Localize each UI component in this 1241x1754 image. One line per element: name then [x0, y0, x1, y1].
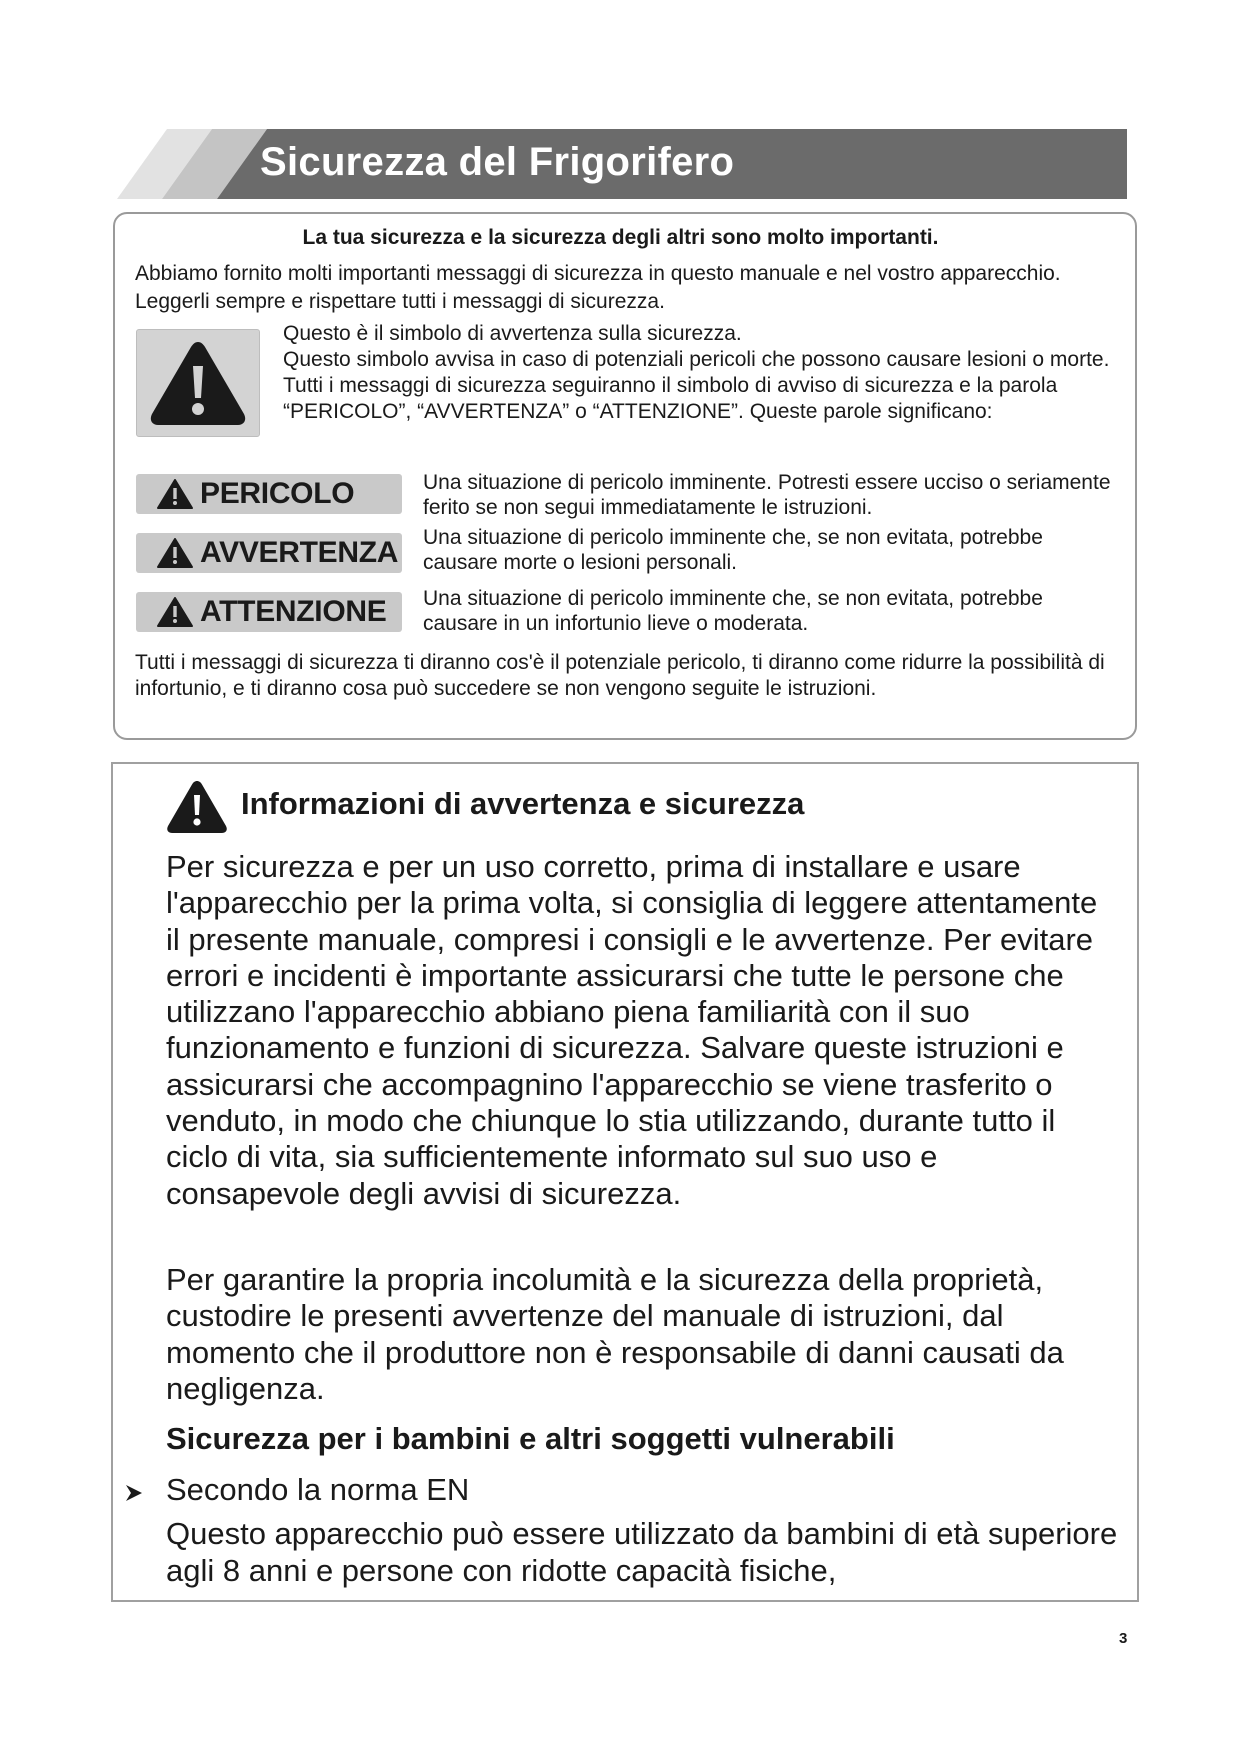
- page-number: 3: [1119, 1630, 1128, 1647]
- main-paragraph-1: Per sicurezza e per un uso corretto, prima di installare e usare l'apparecchio per la prima volta, si consiglia di leggere attentamente il presente manuale, compresi i consigli e le avvertenze. Per evitare errori e incidenti è importante assicurarsi che tutte le persone che utilizzano l'apparecchio abbiano piena familiarità con il suo funzionamento e funzioni di sicurezza. Salvare queste istruzioni e assicurarsi che accompagnino l'apparecchio se viene trasferito o venduto, in modo che chiunque lo stia utilizzando, durante tutto il ciclo di vita, sia sufficientemente informato sul suo uso e consapevole degli avvisi di sicurezza.: [166, 849, 1098, 1211]
- subsection-heading: Sicurezza per i bambini e altri soggetti vulnerabili: [166, 1421, 895, 1456]
- section-heading: Informazioni di avvertenza e sicurezza: [241, 786, 805, 821]
- bullet-item: Secondo la norma EN: [166, 1472, 470, 1507]
- symbol-line-1: Questo è il simbolo di avvertenza sulla sicurezza.: [283, 322, 742, 345]
- intro-heading: La tua sicurezza e la sicurezza degli altri sono molto importanti.: [302, 226, 939, 249]
- intro-footer: Tutti i messaggi di sicurezza ti diranno cos'è il potenziale pericolo, ti diranno come ridurre la possibilità di infortunio, e ti diranno cosa può succedere se non vengono seguite le istruzioni.: [135, 651, 1105, 700]
- symbol-line-2: Questo simbolo avvisa in caso di potenziali pericoli che possono causare lesioni o morte. Tutti i messaggi di sicurezza seguiranno il simbolo di avviso di sicurezza e la parola “PERICOLO”, “AVVERTENZA” o “ATTENZIONE”. Queste parole significano:: [283, 348, 1110, 423]
- signal-word: PERICOLO: [200, 477, 355, 510]
- signal-description: Una situazione di pericolo imminente che, se non evitata, potrebbe causare in un infortunio lieve o moderata.: [423, 587, 1043, 635]
- intro-paragraph: Abbiamo fornito molti importanti messaggi di sicurezza in questo manuale e nel vostro apparecchio. Leggerli sempre e rispettare tutti i messaggi di sicurezza.: [135, 262, 1061, 313]
- signal-word: ATTENZIONE: [200, 595, 387, 628]
- page-title: Sicurezza del Frigorifero: [260, 140, 735, 184]
- symbol-explanation: [283, 321, 1113, 425]
- main-paragraph-2: Per garantire la propria incolumità e la sicurezza della proprietà, custodire le presenti avvertenze del manuale di istruzioni, dal momento che il produttore non è responsabile di danni causati da negligenza.: [166, 1262, 1064, 1406]
- safety-symbol-box: [136, 329, 260, 437]
- signal-description: Una situazione di pericolo imminente. Potresti essere ucciso o seriamente ferito se non segui immediatamente le istruzioni.: [423, 471, 1111, 519]
- warning-triangle-icon: [156, 478, 194, 510]
- signal-description: Una situazione di pericolo imminente che, se non evitata, potrebbe causare morte o lesioni personali.: [423, 526, 1043, 574]
- signal-attenzione: [136, 592, 402, 632]
- arrow-bullet-icon: [124, 1483, 144, 1503]
- signal-word: AVVERTENZA: [200, 536, 399, 569]
- warning-triangle-icon: [156, 596, 194, 628]
- warning-triangle-icon: [156, 537, 194, 569]
- signal-avvertenza: [136, 533, 402, 573]
- signal-pericolo: [136, 474, 402, 514]
- main-paragraph-3: Questo apparecchio può essere utilizzato da bambini di età superiore agli 8 anni e persone con ridotte capacità fisiche,: [166, 1516, 1118, 1588]
- warning-triangle-icon: [165, 778, 229, 836]
- warning-triangle-icon: [137, 330, 259, 436]
